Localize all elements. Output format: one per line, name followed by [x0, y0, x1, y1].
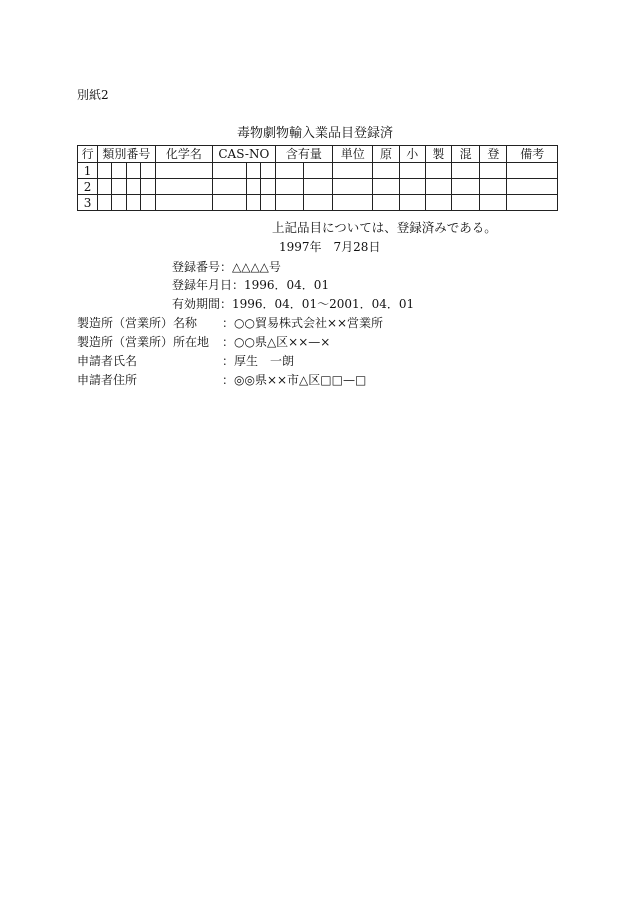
- validity-period: 有効期間：1996．04．01～2001．04．01: [172, 297, 415, 311]
- header-cas-no: CAS-NO: [213, 146, 276, 163]
- row-number: 1: [78, 163, 98, 179]
- header-row-no: 行: [78, 146, 98, 163]
- registration-statement: 上記品目については、登録済みである。: [272, 220, 497, 235]
- header-sho: 小: [399, 146, 425, 163]
- attachment-label: 別紙2: [77, 88, 109, 102]
- header-unit: 単位: [333, 146, 373, 163]
- registration-table: [77, 145, 558, 211]
- header-sei: 製: [425, 146, 451, 163]
- table-header-row: [78, 146, 558, 163]
- row-number: 3: [78, 195, 98, 211]
- header-chemical-name: 化学名: [155, 146, 212, 163]
- issue-date: 1997年 7月28日: [279, 240, 381, 254]
- header-to: 登: [480, 146, 507, 163]
- factory-address-value: ：○○県△区××—×: [222, 335, 331, 349]
- row-number: 2: [78, 179, 98, 195]
- registration-date: 登録年月日：1996．04．01: [172, 278, 330, 292]
- header-category-number: 類別番号: [98, 146, 155, 163]
- table-row: [78, 163, 558, 179]
- table-row: [78, 195, 558, 211]
- table-row: [78, 179, 558, 195]
- applicant-address-value: ：◎◎県××市△区□□—□: [222, 373, 367, 387]
- header-content: 含有量: [275, 146, 332, 163]
- registration-number: 登録番号：△△△△号: [172, 260, 281, 274]
- applicant-address-label: 申請者住所: [77, 373, 138, 387]
- factory-name-value: ：○○貿易株式会社××営業所: [222, 316, 384, 330]
- factory-address-label: 製造所（営業所）所在地: [77, 335, 210, 349]
- applicant-name-value: ：厚生 一朗: [222, 354, 295, 368]
- document-title: 毒物劇物輸入業品目登録済: [236, 126, 393, 141]
- header-remarks: 備考: [507, 146, 558, 163]
- applicant-name-label: 申請者氏名: [77, 354, 138, 368]
- header-kon: 混: [452, 146, 480, 163]
- factory-name-label: 製造所（営業所）名称: [77, 316, 198, 330]
- header-gen: 原: [373, 146, 399, 163]
